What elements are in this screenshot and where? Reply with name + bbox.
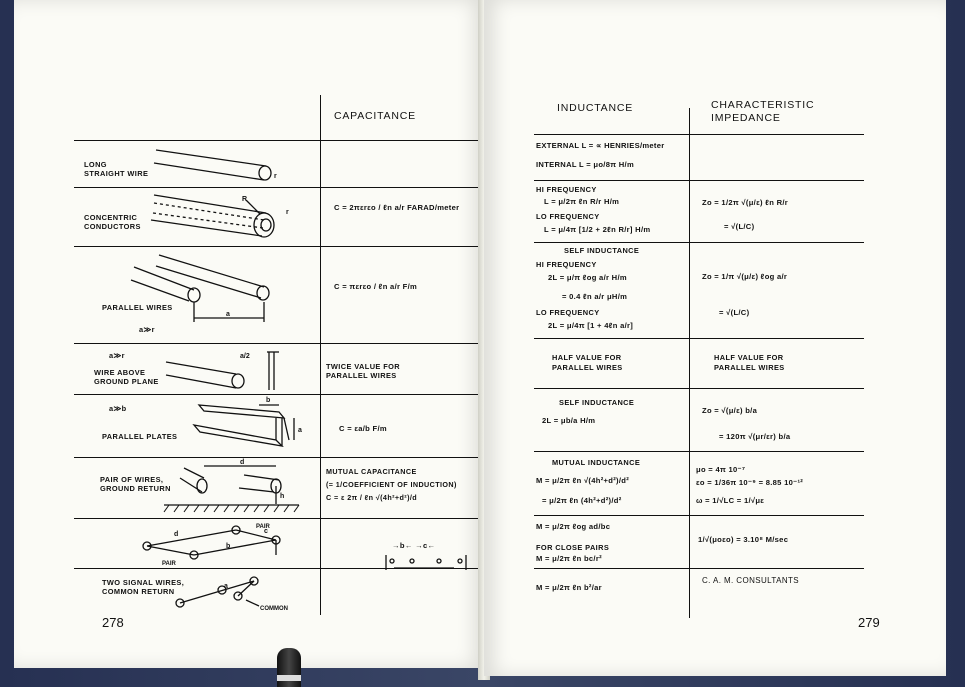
self-inductance-1: SELF INDUCTANCE	[564, 246, 640, 255]
label-two-signal-wires: TWO SIGNAL WIRES, COMMON RETURN	[102, 578, 185, 596]
row-divider	[534, 338, 864, 339]
impedance-plates-2: = 120π √(μr/εr) b/a	[719, 432, 791, 441]
row-divider	[534, 388, 864, 389]
hi-frequency-2: HI FREQUENCY	[536, 260, 597, 269]
diagram-label-b: b	[266, 397, 271, 404]
lo-frequency-2: LO FREQUENCY	[536, 308, 600, 317]
diagram-label-b2: b	[226, 543, 231, 550]
parallel-wires-2: PARALLEL WIRES	[714, 363, 785, 372]
impedance-concentric-lc: = √(L/C)	[724, 222, 755, 231]
diagram-label-R: R	[242, 196, 248, 203]
inductance-concentric-lo: L = μ/4π [1/2 + 2ℓn R/r] H/m	[544, 225, 651, 234]
row-divider	[534, 134, 864, 135]
row-divider	[534, 180, 864, 181]
inductance-parallel-hi: 2L = μ/π ℓog a/r H/m	[548, 273, 627, 282]
diagram-label-a3: a	[224, 583, 228, 590]
constant-eps0: εo = 1/36π 10⁻⁹ = 8.85 10⁻¹²	[696, 478, 804, 487]
inductance-parallel-lo: 2L = μ/4π [1 + 4ℓn a/r]	[548, 321, 634, 330]
diagram-label-r: r	[274, 173, 277, 180]
formula-parallel-plates: C = εa/b F/m	[339, 424, 387, 433]
diagram-label-common: COMMON	[260, 606, 288, 612]
impedance-parallel: Zo = 1/π √(μ/ε) ℓog a/r	[702, 272, 788, 281]
text-twice-value: TWICE VALUE FOR PARALLEL WIRES	[326, 362, 401, 380]
self-inductance-2: SELF INDUCTANCE	[559, 398, 635, 407]
diagram-label-a: a	[226, 311, 230, 318]
impedance-header: CHARACTERISTIC IMPEDANCE	[711, 99, 815, 124]
capacitance-diagrams	[14, 0, 484, 668]
speed-of-light: 1/√(μoεo) = 3.10⁸ M/sec	[698, 535, 789, 544]
inductance-concentric-hi: L = μ/2π ℓn R/r H/m	[544, 197, 620, 206]
label-parallel-wires: PARALLEL WIRES	[102, 303, 173, 312]
diagram-label-pair-top: PAIR	[256, 524, 270, 530]
diagram-label-r2: r	[286, 209, 289, 216]
row-divider	[534, 451, 864, 452]
formula-parallel-wires: C = πεrεo / ℓn a/r F/m	[334, 282, 418, 291]
page-number-279: 279	[858, 615, 880, 630]
note-a-gg-r-2: a≫r	[109, 351, 125, 360]
inductance-external: EXTERNAL L = ∝ HENRIES/meter	[536, 141, 665, 150]
label-wire-above-ground-plane: WIRE ABOVE GROUND PLANE	[94, 368, 159, 386]
column-divider	[689, 108, 690, 618]
diagram-label-h: h	[280, 493, 285, 500]
constant-mu0: μo = 4π 10⁻⁷	[696, 465, 746, 474]
inductance-parallel-hi-2: = 0.4 ℓn a/r μH/m	[562, 292, 628, 301]
inductance-mutual: M = μ/2π ℓn √(4h²+d²)/d²	[536, 476, 630, 485]
label-concentric-conductors: CONCENTRIC CONDUCTORS	[84, 213, 141, 231]
impedance-plates: Zo = √(μ/ε) b/a	[702, 406, 758, 415]
label-pair-of-wires: PAIR OF WIRES, GROUND RETURN	[100, 475, 171, 493]
label-long-straight-wire: LONG STRAIGHT WIRE	[84, 160, 149, 178]
diagram-label-d2: d	[174, 531, 179, 538]
publisher-credit: C. A. M. CONSULTANTS	[702, 576, 800, 585]
row-divider	[534, 515, 864, 516]
left-page	[14, 0, 484, 668]
formula-concentric: C = 2πεrεo / ℓn a/r FARAD/meter	[334, 203, 460, 212]
lo-frequency-1: LO FREQUENCY	[536, 212, 600, 221]
diagram-label-d: d	[240, 459, 245, 466]
diagram-label-a-half: a/2	[240, 353, 250, 360]
pen	[277, 648, 301, 687]
diagram-label-c: c	[264, 528, 268, 535]
impedance-concentric: Zo = 1/2π √(μ/ε) ℓn R/r	[702, 198, 789, 207]
page-number-278: 278	[102, 615, 124, 630]
inductance-internal: INTERNAL L = μo/8π H/m	[536, 160, 635, 169]
impedance-parallel-lc: = √(L/C)	[719, 308, 750, 317]
diagram-label-a2: a	[298, 427, 302, 434]
right-page	[484, 0, 946, 676]
label-parallel-plates: PARALLEL PLATES	[102, 432, 178, 441]
text-mutual-capacitance: MUTUAL CAPACITANCE (= 1/COEFFICIENT OF INDUCTION) C = ε 2π / ℓn √(4h²+d²)/d	[326, 467, 457, 502]
note-a-gg-b: a≫b	[109, 404, 127, 413]
label-bc-arrows: →b← →c←	[392, 541, 436, 550]
capacitance-header: CAPACITANCE	[334, 110, 416, 122]
inductance-close-pairs: M = μ/2π ℓn bc/r²	[536, 554, 602, 563]
hi-frequency-1: HI FREQUENCY	[536, 185, 597, 194]
constant-omega: ω = 1/√LC = 1/√με	[696, 496, 765, 505]
diagram-label-pair-bottom: PAIR	[162, 561, 176, 567]
row-divider	[534, 568, 864, 569]
inductance-common-return: M = μ/2π ℓn b²/ar	[536, 583, 602, 592]
for-close-pairs: FOR CLOSE PAIRS	[536, 543, 610, 552]
mutual-inductance: MUTUAL INDUCTANCE	[552, 458, 641, 467]
inductance-header: INDUCTANCE	[557, 102, 634, 114]
note-a-gg-r: a≫r	[139, 325, 155, 334]
half-value-2: HALF VALUE FOR	[714, 353, 784, 362]
inductance-pair: M = μ/2π ℓog ad/bc	[536, 522, 611, 531]
half-value-1: HALF VALUE FOR	[552, 353, 622, 362]
row-divider	[534, 242, 864, 243]
parallel-wires-1: PARALLEL WIRES	[552, 363, 623, 372]
inductance-plates: 2L = μb/a H/m	[542, 416, 596, 425]
inductance-mutual-2: = μ/2π ℓn (4h²+d²)/d²	[542, 496, 622, 505]
